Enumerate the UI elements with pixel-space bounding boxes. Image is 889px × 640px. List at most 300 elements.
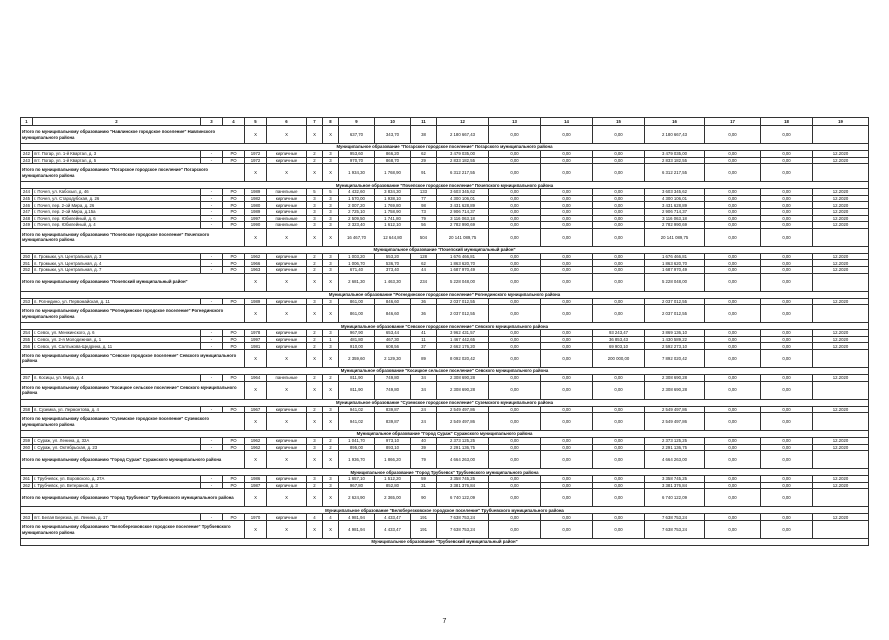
table-cell: 0,00 xyxy=(541,260,593,267)
table-cell: РО xyxy=(223,202,245,209)
table-cell: 0,00 xyxy=(705,222,761,229)
address-cell: г. Сураж, ул. Октябрьская, д. 23 xyxy=(33,444,201,451)
table-cell: 1987 xyxy=(245,482,267,489)
table-cell: 1 676 466,81 xyxy=(437,253,489,260)
table-cell: кирпичные xyxy=(267,151,307,158)
document-sheet xyxy=(20,117,868,546)
table-cell: 973,10 xyxy=(375,438,411,445)
address-cell: п. Громыки, ул. Центральная, д. 4 xyxy=(33,260,201,267)
table-row xyxy=(21,374,869,381)
table-cell: 0,00 xyxy=(593,482,645,489)
table-cell: 1 863 620,70 xyxy=(437,260,489,267)
subtotal-label: Итого по муниципальному образованию "Косицкое сельское поселение" Севского муниципального района xyxy=(21,381,245,399)
table-cell: 2 xyxy=(307,374,323,381)
subtotal-value: 861,00 xyxy=(339,305,375,323)
municipality-title: Муниципальное образование "Трубчевский муниципальный район" xyxy=(21,539,869,546)
table-cell: 12.2020 xyxy=(813,157,869,164)
subtotal-value: 637,70 xyxy=(339,126,375,144)
subtotal-value: 1 866,20 xyxy=(375,451,411,469)
column-header: 16 xyxy=(645,118,705,126)
table-cell: 12.2020 xyxy=(813,343,869,350)
address-cell: г. Севск, ул. Салтыкова-Щедрина, д. 11 xyxy=(33,343,201,350)
subtotal-label: Итого по муниципальному образованию "Почепский муниципальный район" xyxy=(21,273,245,291)
table-cell: РО xyxy=(223,406,245,413)
table-cell: 12.2020 xyxy=(813,444,869,451)
table-cell: 34 xyxy=(411,374,437,381)
table-cell: 846,60 xyxy=(375,298,411,305)
table-cell: 0,00 xyxy=(761,336,813,343)
subtotal-row xyxy=(21,413,869,431)
table-cell: 0,00 xyxy=(541,514,593,521)
table-cell: 0,00 xyxy=(761,222,813,229)
subtotal-value: 0,00 xyxy=(705,489,761,507)
subtotal-value: 16 467,70 xyxy=(339,228,375,246)
table-cell: кирпичные xyxy=(267,195,307,202)
subtotal-label: Итого по муниципальному образованию "Город Сураж" Суражского муниципального района xyxy=(21,451,245,469)
table-cell: 866,20 xyxy=(375,151,411,158)
table-cell: 41 xyxy=(411,330,437,337)
table-cell: 0,00 xyxy=(593,157,645,164)
table-cell: 0,00 xyxy=(761,208,813,215)
table-cell: - xyxy=(201,208,223,215)
subtotal-value: 0,00 xyxy=(705,273,761,291)
subtotal-value: 0,00 xyxy=(593,381,645,399)
subtotal-value: X xyxy=(307,489,323,507)
subtotal-value: 1 934,30 xyxy=(339,164,375,182)
subtotal-value: 24 xyxy=(411,413,437,431)
address-cell: г. Почеп, ул. Стародубская, д. 26 xyxy=(33,195,201,202)
table-cell: РО xyxy=(223,189,245,196)
column-header: 15 xyxy=(593,118,645,126)
subtotal-value: 0,00 xyxy=(593,126,645,144)
subtotal-value: 0,00 xyxy=(489,381,541,399)
table-cell: - xyxy=(201,438,223,445)
table-cell: 0,00 xyxy=(593,222,645,229)
address-cell: пгт. Белая Березка, ул. Ленина, д. 17 xyxy=(33,514,201,521)
column-header: 11 xyxy=(411,118,437,126)
subtotal-label: Итого по муниципальному образованию "Почепское городское поселение" Почепского муниципального района xyxy=(21,228,245,246)
table-cell: 4 xyxy=(307,514,323,521)
table-cell: 0,00 xyxy=(593,438,645,445)
table-cell: 3 xyxy=(307,195,323,202)
subtotal-value: 0,00 xyxy=(541,381,593,399)
table-cell: 481,80 xyxy=(339,336,375,343)
table-cell: 7 638 753,24 xyxy=(645,514,705,521)
subtotal-value: X xyxy=(245,273,267,291)
subtotal-value: 1 936,70 xyxy=(339,451,375,469)
subtotal-value: 0,00 xyxy=(541,349,593,367)
table-cell: 0,00 xyxy=(705,482,761,489)
subtotal-value xyxy=(813,273,869,291)
subtotal-value: X xyxy=(307,413,323,431)
table-cell: 0,00 xyxy=(541,444,593,451)
table-cell: 2 906 714,37 xyxy=(437,208,489,215)
table-cell: - xyxy=(201,330,223,337)
table-cell: 0,00 xyxy=(541,298,593,305)
subtotal-value: 0,00 xyxy=(593,413,645,431)
table-cell: 3 381 376,84 xyxy=(437,482,489,489)
address-cell: г. Почеп, ул. Кабохыл, д. 46 xyxy=(33,189,201,196)
column-header: 9 xyxy=(339,118,375,126)
table-cell: 4 xyxy=(323,514,339,521)
table-cell: 73 xyxy=(411,208,437,215)
subtotal-value: X xyxy=(307,349,323,367)
table-cell: 39 xyxy=(411,444,437,451)
subtotal-value: 0,00 xyxy=(541,228,593,246)
table-cell: 0,00 xyxy=(593,260,645,267)
table-cell: - xyxy=(201,482,223,489)
table-row xyxy=(21,266,869,273)
table-cell: 1962 xyxy=(245,253,267,260)
table-cell: 69 903,10 xyxy=(593,343,645,350)
table-cell: 0,00 xyxy=(705,260,761,267)
table-cell: 1 430 589,22 xyxy=(645,336,705,343)
table-cell: кирпичные xyxy=(267,208,307,215)
subtotal-value: X xyxy=(245,305,267,323)
subtotal-value: 0,00 xyxy=(541,305,593,323)
table-cell: 0,00 xyxy=(489,222,541,229)
table-cell: 3 431 628,89 xyxy=(437,202,489,209)
table-cell: РО xyxy=(223,151,245,158)
municipality-title: Муниципальное образование "Город Трубчевск" Трубчевского муниципального района xyxy=(21,469,869,476)
subtotal-value: 0,00 xyxy=(541,489,593,507)
table-cell: 1980 xyxy=(245,202,267,209)
subtotal-value: 0,00 xyxy=(593,489,645,507)
table-cell: 0,00 xyxy=(705,208,761,215)
table-cell: 970,70 xyxy=(339,157,375,164)
subtotal-value: X xyxy=(323,273,339,291)
table-cell: 40 xyxy=(411,438,437,445)
table-cell: 1 512,20 xyxy=(375,476,411,483)
subtotal-value: 4 664 263,00 xyxy=(645,451,705,469)
subtotal-label: Итого по муниципальному образованию "Погарское городское поселение" Погарского муниципального района xyxy=(21,164,245,182)
table-cell: 2 833 182,55 xyxy=(437,157,489,164)
subtotal-value: 0,00 xyxy=(489,164,541,182)
subtotal-value: 0,00 xyxy=(593,228,645,246)
subtotal-value: 0,00 xyxy=(705,164,761,182)
table-cell: 0,00 xyxy=(761,298,813,305)
subtotal-value xyxy=(813,126,869,144)
table-cell: кирпичные xyxy=(267,406,307,413)
column-header: 6 xyxy=(267,118,307,126)
subtotal-value: 0,00 xyxy=(489,273,541,291)
table-cell: 0,00 xyxy=(705,336,761,343)
subtotal-row xyxy=(21,228,869,246)
municipality-header-row xyxy=(21,507,869,514)
column-header: 7 xyxy=(307,118,323,126)
table-cell: 2 xyxy=(307,343,323,350)
table-cell: - xyxy=(201,157,223,164)
table-cell: 1982 xyxy=(245,195,267,202)
subtotal-value: 34 xyxy=(411,381,437,399)
table-cell: 12.2020 xyxy=(813,202,869,209)
header-row xyxy=(21,118,869,126)
municipality-title: Муниципальное образование "Косицкое сельское поселение" Севского муниципального района xyxy=(21,367,869,374)
subtotal-value: 0,00 xyxy=(593,521,645,539)
subtotal-value: X xyxy=(323,126,339,144)
table-cell: РО xyxy=(223,476,245,483)
subtotal-value: 38 xyxy=(411,126,437,144)
address-cell: п. Рогнедино, ул. Первомайская, д. 11 xyxy=(33,298,201,305)
table-cell: РО xyxy=(223,438,245,445)
subtotal-value: X xyxy=(307,164,323,182)
subtotal-value: X xyxy=(323,228,339,246)
table-cell: 0,00 xyxy=(705,476,761,483)
table-cell: 3 xyxy=(307,202,323,209)
table-cell: 608,56 xyxy=(375,343,411,350)
table-cell: 12.2020 xyxy=(813,482,869,489)
column-header: 5 xyxy=(245,118,267,126)
table-cell: 0,00 xyxy=(761,266,813,273)
subtotal-value: 4 664 263,00 xyxy=(437,451,489,469)
table-cell: 0,00 xyxy=(541,482,593,489)
table-cell: 0,00 xyxy=(705,202,761,209)
table-cell: кирпичные xyxy=(267,336,307,343)
subtotal-value: 90 xyxy=(411,489,437,507)
subtotal-value: X xyxy=(307,228,323,246)
address-cell: п. Суземка, ул. Лермонтова, д. 4 xyxy=(33,406,201,413)
subtotal-value: 0,00 xyxy=(541,273,593,291)
table-cell: 0,00 xyxy=(541,222,593,229)
table-cell: РО xyxy=(223,266,245,273)
table-cell: 2 373 125,25 xyxy=(645,438,705,445)
table-cell: 93 243,47 xyxy=(593,330,645,337)
table-cell: 0,00 xyxy=(541,374,593,381)
table-cell: РО xyxy=(223,215,245,222)
subtotal-value: X xyxy=(245,381,267,399)
table-cell: 1997 xyxy=(245,336,267,343)
table-cell: кирпичные xyxy=(267,444,307,451)
row-number: 242 xyxy=(21,151,33,158)
table-cell: 893,10 xyxy=(375,444,411,451)
column-header: 10 xyxy=(375,118,411,126)
table-cell: кирпичные xyxy=(267,253,307,260)
table-cell: 0,00 xyxy=(593,189,645,196)
table-cell: 0,00 xyxy=(489,189,541,196)
table-cell: 2 373 125,25 xyxy=(437,438,489,445)
table-cell: 4 300 106,01 xyxy=(645,195,705,202)
table-cell: 1990 xyxy=(245,222,267,229)
table-cell: 3 116 063,18 xyxy=(437,215,489,222)
subtotal-value: 0,00 xyxy=(593,305,645,323)
subtotal-value: X xyxy=(267,489,307,507)
subtotal-value: 839,87 xyxy=(375,413,411,431)
table-cell: 3 479 035,00 xyxy=(645,151,705,158)
table-cell: 1967 xyxy=(245,406,267,413)
address-cell: п. Косицы, ул. Мира, д. 4 xyxy=(33,374,201,381)
table-cell: кирпичные xyxy=(267,514,307,521)
table-cell: 0,00 xyxy=(761,482,813,489)
table-cell: 811,90 xyxy=(339,374,375,381)
table-cell: 1963 xyxy=(245,266,267,273)
table-cell: 128 xyxy=(411,253,437,260)
subtotal-value: 2 549 497,86 xyxy=(645,413,705,431)
column-header: 17 xyxy=(705,118,761,126)
subtotal-value: X xyxy=(323,413,339,431)
column-header: 19 xyxy=(813,118,869,126)
table-cell: 0,00 xyxy=(541,195,593,202)
table-cell: 0,00 xyxy=(489,266,541,273)
table-cell: 2 782 990,69 xyxy=(645,222,705,229)
subtotal-value: 6 312 217,55 xyxy=(437,164,489,182)
municipality-title: Муниципальное образование "Погарское городское поселение" Погарского муниципального района xyxy=(21,144,869,151)
table-cell: 3 381 376,84 xyxy=(645,482,705,489)
subtotal-value: 20 141 089,75 xyxy=(645,228,705,246)
subtotal-value: X xyxy=(267,228,307,246)
subtotal-value: 0,00 xyxy=(489,489,541,507)
subtotal-value: 2 037 012,55 xyxy=(437,305,489,323)
table-cell: 0,00 xyxy=(489,215,541,222)
subtotal-value: 0,00 xyxy=(761,451,813,469)
table-cell: 12.2020 xyxy=(813,374,869,381)
subtotal-value: X xyxy=(267,349,307,367)
subtotal-value: 0,00 xyxy=(593,451,645,469)
table-cell: 0,00 xyxy=(705,298,761,305)
subtotal-label: Итого по муниципальному образованию "Рогнединское городское поселение" Рогнединского муниципального района xyxy=(21,305,245,323)
table-cell: 59 xyxy=(411,476,437,483)
table-cell: РО xyxy=(223,330,245,337)
row-number: 256 xyxy=(21,343,33,350)
subtotal-value: X xyxy=(323,521,339,539)
subtotal-value: 1 463,30 xyxy=(375,273,411,291)
table-cell: 0,00 xyxy=(489,330,541,337)
table-cell: 77 xyxy=(411,195,437,202)
table-cell: 0,00 xyxy=(761,514,813,521)
column-header: 14 xyxy=(541,118,593,126)
table-cell: 3 xyxy=(323,151,339,158)
table-cell: 7 638 753,24 xyxy=(437,514,489,521)
table-cell: 0,00 xyxy=(541,253,593,260)
municipality-header-row xyxy=(21,291,869,298)
table-cell: 3 xyxy=(323,298,339,305)
table-cell: 3 xyxy=(323,406,339,413)
subtotal-value: 0,00 xyxy=(489,349,541,367)
subtotal-value xyxy=(813,521,869,539)
table-cell: 0,00 xyxy=(489,343,541,350)
subtotal-value: 1 768,90 xyxy=(375,164,411,182)
subtotal-value: 2 308 690,28 xyxy=(437,381,489,399)
table-cell: - xyxy=(201,444,223,451)
table-cell: 12.2020 xyxy=(813,336,869,343)
subtotal-label: Итого по муниципальному образованию "Севское городское поселение" Севского муниципального района xyxy=(21,349,245,367)
subtotal-value: X xyxy=(267,273,307,291)
subtotal-value: 2 129,30 xyxy=(375,349,411,367)
table-cell: 2 592 273,10 xyxy=(645,343,705,350)
table-cell: 0,00 xyxy=(761,476,813,483)
column-header: 3 xyxy=(201,118,223,126)
table-cell: 12.2020 xyxy=(813,406,869,413)
table-cell: 2 xyxy=(307,151,323,158)
table-cell: 2 xyxy=(323,438,339,445)
table-cell: 2 xyxy=(307,253,323,260)
subtotal-value: X xyxy=(245,451,267,469)
subtotal-value: 0,00 xyxy=(705,349,761,367)
subtotal-value: 811,90 xyxy=(339,381,375,399)
table-cell: 0,00 xyxy=(593,253,645,260)
subtotal-value: 0,00 xyxy=(705,451,761,469)
subtotal-value: 2 681,30 xyxy=(339,273,375,291)
municipality-header-row xyxy=(21,144,869,151)
subtotal-value: 0,00 xyxy=(541,164,593,182)
subtotal-value: 4 981,94 xyxy=(339,521,375,539)
subtotal-value: 6 312 217,55 xyxy=(645,164,705,182)
table-cell: РО xyxy=(223,195,245,202)
row-number: 261 xyxy=(21,476,33,483)
subtotal-value: X xyxy=(323,381,339,399)
table-cell: 0,00 xyxy=(761,202,813,209)
subtotal-row xyxy=(21,349,869,367)
table-cell: - xyxy=(201,253,223,260)
table-cell: 56 xyxy=(411,222,437,229)
address-cell: г. Почеп, пер. Юбилейный, д. 4 xyxy=(33,222,201,229)
subtotal-value: 2 180 667,43 xyxy=(645,126,705,144)
table-cell: кирпичные xyxy=(267,476,307,483)
subtotal-value: 0,00 xyxy=(541,413,593,431)
subtotal-value: 749,80 xyxy=(375,381,411,399)
municipality-header-row xyxy=(21,539,869,546)
subtotal-value xyxy=(813,451,869,469)
subtotal-value: 4 433,47 xyxy=(375,521,411,539)
row-number: 252 xyxy=(21,266,33,273)
table-cell: 0,00 xyxy=(541,202,593,209)
table-row xyxy=(21,222,869,229)
subtotal-row xyxy=(21,521,869,539)
table-cell: 0,00 xyxy=(593,514,645,521)
table-cell: 967,80 xyxy=(339,482,375,489)
subtotal-value: X xyxy=(267,521,307,539)
table-cell: 967,90 xyxy=(339,330,375,337)
table-cell: 0,00 xyxy=(593,298,645,305)
table-cell: 2 291 136,75 xyxy=(437,444,489,451)
table-cell: - xyxy=(201,222,223,229)
table-cell: панельные xyxy=(267,215,307,222)
subtotal-value: 2 037 012,55 xyxy=(645,305,705,323)
row-number: 250 xyxy=(21,253,33,260)
table-cell: 3 xyxy=(307,215,323,222)
table-cell: 12.2020 xyxy=(813,330,869,337)
table-cell: 1970 xyxy=(245,514,267,521)
table-row xyxy=(21,482,869,489)
table-cell: 0,00 xyxy=(705,215,761,222)
row-number: 254 xyxy=(21,330,33,337)
municipality-title: Муниципальное образование "Город Сураж" Суражского муниципального района xyxy=(21,431,869,438)
table-cell: 1 687 970,49 xyxy=(645,266,705,273)
subtotal-value: X xyxy=(267,413,307,431)
table-cell: 0,00 xyxy=(705,151,761,158)
subtotal-value: X xyxy=(267,126,307,144)
table-cell: 2 xyxy=(323,444,339,451)
table-cell: 1972 xyxy=(245,157,267,164)
table-cell: 373,40 xyxy=(375,266,411,273)
table-cell: 1 676 466,81 xyxy=(645,253,705,260)
table-cell: 62 xyxy=(411,260,437,267)
table-cell: 3 xyxy=(323,482,339,489)
subtotal-value: 0,00 xyxy=(761,349,813,367)
table-cell: 12.2020 xyxy=(813,260,869,267)
subtotal-value: 504 xyxy=(411,228,437,246)
subtotal-value: 0,00 xyxy=(761,381,813,399)
table-cell: РО xyxy=(223,482,245,489)
table-cell: РО xyxy=(223,343,245,350)
table-cell: кирпичные xyxy=(267,298,307,305)
subtotal-value: X xyxy=(307,381,323,399)
subtotal-value: X xyxy=(307,126,323,144)
table-cell: 3 xyxy=(323,208,339,215)
table-cell: 29 xyxy=(411,157,437,164)
subtotal-row xyxy=(21,126,869,144)
table-cell: 0,00 xyxy=(489,151,541,158)
municipality-header-row xyxy=(21,431,869,438)
